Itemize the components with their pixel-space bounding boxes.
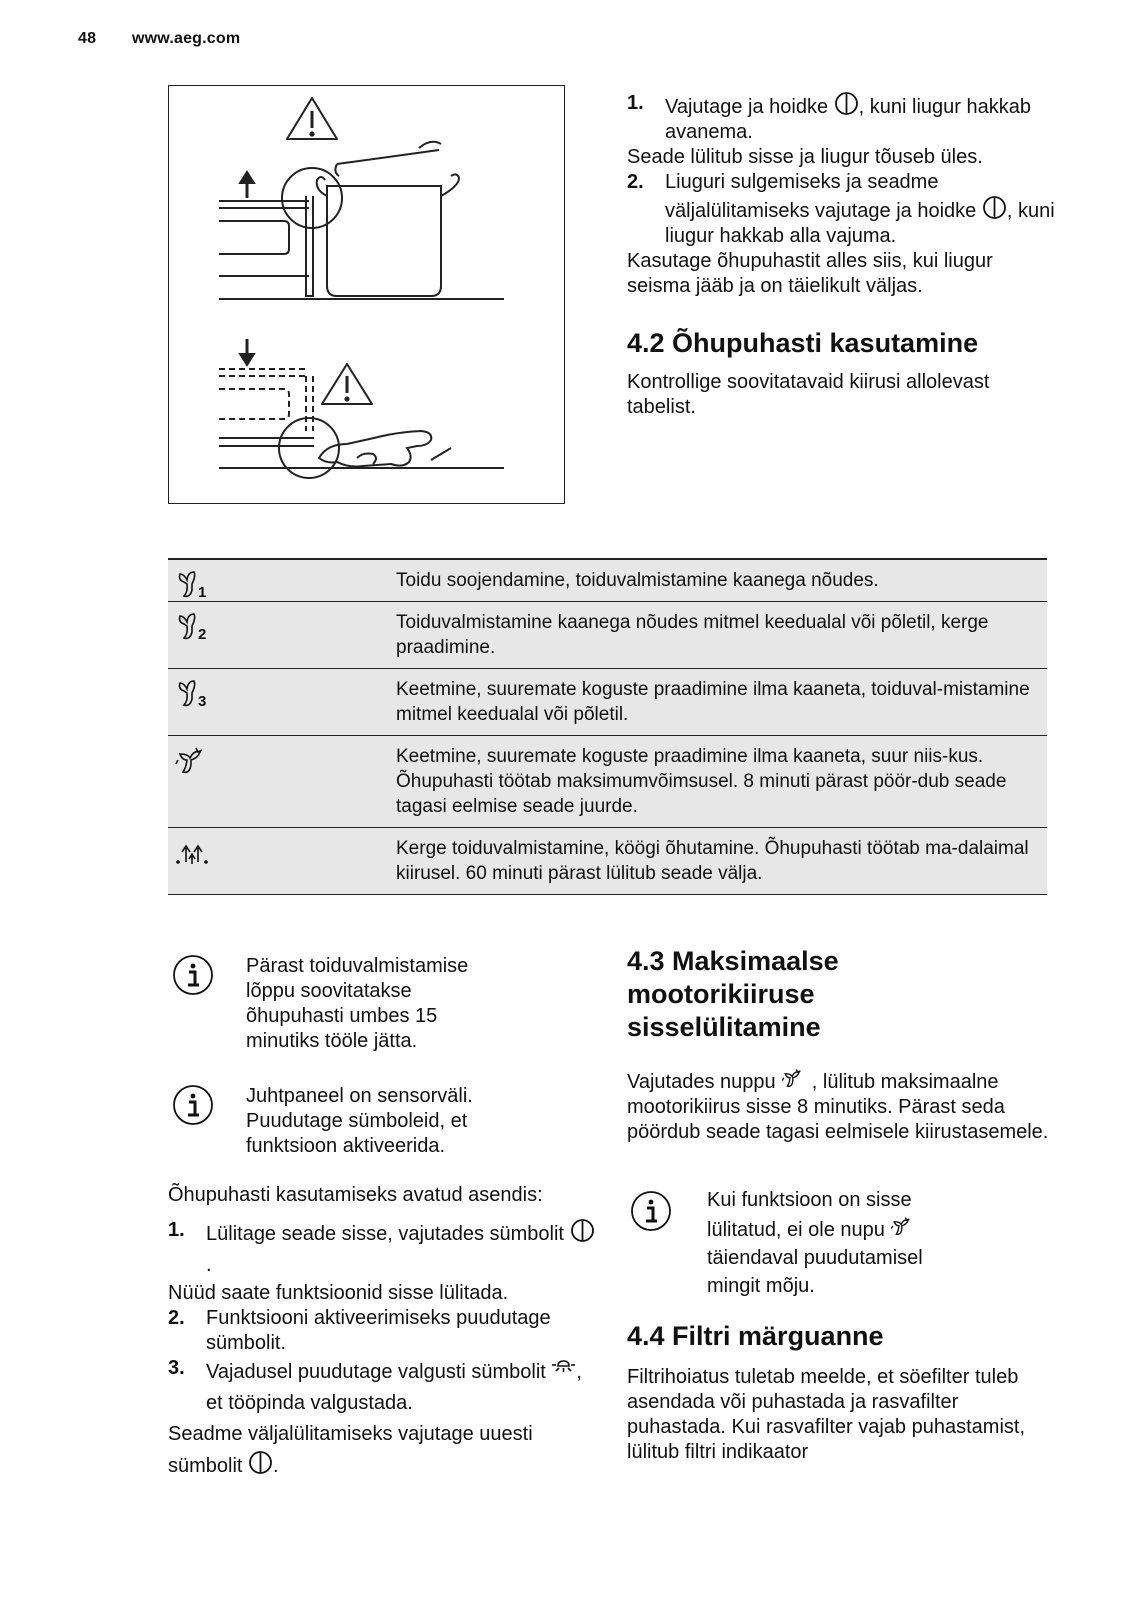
table-row — [168, 560, 1047, 602]
table-row — [168, 828, 1047, 894]
website-url: www.aeg.com — [132, 30, 241, 47]
arrow-down-icon — [240, 339, 254, 365]
info-icon — [630, 1190, 672, 1232]
fan-boost-icon — [890, 1214, 915, 1239]
info-note — [172, 1084, 512, 1159]
table-row — [168, 736, 1047, 828]
open-close-steps — [627, 91, 1057, 299]
fan-speed-1-icon — [174, 570, 396, 600]
fan-boost-icon — [174, 746, 396, 776]
section-4-4 — [627, 1320, 1057, 1465]
info-icon — [172, 1084, 214, 1126]
switch-off-text: Seadme väljalülitamiseks vajutage uuesti sümbolit . — [168, 1423, 533, 1477]
svg-text:1: 1 — [198, 584, 207, 600]
table-cell: Kerge toiduvalmistamine, köögi õhutamine. Õhupuhasti töötab ma-dalaimal kiirusel. 60 minuti pärast lülitub seade välja. — [396, 838, 1029, 884]
section-title: 4.3 Maksimaalse mootorikiiruse sisselülitamine — [627, 946, 839, 1042]
power-icon — [248, 1450, 273, 1475]
power-icon — [834, 91, 859, 116]
list-note: Kasutage õhupuhastit alles siis, kui liugur seisma jääb ja on täielikult väljas. — [627, 250, 993, 297]
section-4-2 — [627, 327, 1057, 420]
section-title: 4.2 Õhupuhasti kasutamine — [627, 328, 979, 358]
table-row — [168, 602, 1047, 669]
list-item: 2. Liuguri sulgemiseks ja seadme väljalülitamiseks vajutage ja hoidke , kuni liugur hakkab alla vajuma. — [627, 171, 1055, 247]
light-icon — [551, 1356, 576, 1381]
table-cell: Toiduvalmistamine kaanega nõudes mitmel keedualal või põletil, kerge praadimine. — [396, 612, 989, 658]
speed-table — [168, 558, 1047, 895]
fan-boost-icon — [781, 1066, 806, 1091]
usage-intro: Õhupuhasti kasutamiseks avatud asendis: — [168, 1184, 543, 1206]
list-note: Seade lülitub sisse ja liugur tõuseb üles. — [627, 146, 983, 168]
info-text: Kui funktsioon on sisse lülitatud, ei ole nupu täiendaval puudutamisel mingit mõju. — [707, 1189, 923, 1297]
table-cell: Keetmine, suuremate koguste praadimine ilma kaaneta, toiduval-mistamine mitmel keedualal või põletil. — [396, 679, 1030, 725]
table-cell: Keetmine, suuremate koguste praadimine ilma kaaneta, suur niis-kus. Õhupuhasti töötab maksimumvõimsusel. 8 minuti pärast pöör-dub seade tagasi eelmise seade juurde. — [396, 746, 1007, 817]
list-item: 1. Vajutage ja hoidke , kuni liugur hakkab avanema. — [627, 92, 1031, 143]
section-body: Filtrihoiatus tuletab meelde, et söefilter tuleb asendada või puhastada ja rasvafilter puhastada. Kui rasvafilter vajab puhastamist, lülitub filtri indikaator — [627, 1366, 1025, 1463]
fan-speed-3-icon — [174, 679, 396, 709]
slider-illustration — [168, 85, 565, 504]
warning-triangle-icon — [287, 98, 337, 139]
info-text: Juhtpaneel on sensorväli. Puudutage sümboleid, et funktsioon aktiveerida. — [246, 1085, 473, 1157]
info-icon — [172, 954, 214, 996]
svg-text:3: 3 — [198, 693, 207, 709]
usage-section — [168, 1183, 598, 1482]
list-item: 1. Lülitage seade sisse, vajutades sümbolit . — [168, 1218, 598, 1281]
power-icon — [570, 1218, 595, 1243]
power-icon — [982, 195, 1007, 220]
svg-text:2: 2 — [198, 626, 207, 642]
info-note — [172, 954, 512, 1054]
list-item: 3. Vajadusel puudutage valgusti sümbolit , et tööpinda valgustada. — [168, 1357, 582, 1414]
table-cell: Toidu soojendamine, toiduvalmistamine kaanega nõudes. — [396, 570, 879, 591]
section-body: Kontrollige soovitatavaid kiirusi allolevast tabelist. — [627, 371, 990, 418]
section-title: 4.4 Filtri märguanne — [627, 1321, 884, 1351]
page-header — [78, 30, 240, 48]
arrow-up-icon — [240, 172, 254, 198]
list-note: Nüüd saate funktsioonid sisse lülitada. — [168, 1282, 509, 1304]
ventilation-icon — [174, 838, 396, 868]
pot-icon — [317, 142, 459, 296]
warning-triangle-icon — [322, 364, 372, 404]
fan-speed-2-icon — [174, 612, 396, 642]
section-4-3 — [627, 945, 1057, 1145]
info-text: Pärast toiduvalmistamise lõppu soovitatakse õhupuhasti umbes 15 minutiks tööle jätta. — [246, 955, 469, 1052]
table-row — [168, 669, 1047, 736]
info-note — [630, 1186, 1050, 1300]
page-number: 48 — [78, 30, 97, 47]
list-item: 2. Funktsiooni aktiveerimiseks puudutage sümbolit. — [168, 1307, 551, 1354]
section-body: Vajutades nuppu , lülitub maksimaalne mootorikiirus sisse 8 minutiks. Pärast seda pöördub seade tagasi eelmisele kiirustasemele. — [627, 1066, 1057, 1145]
